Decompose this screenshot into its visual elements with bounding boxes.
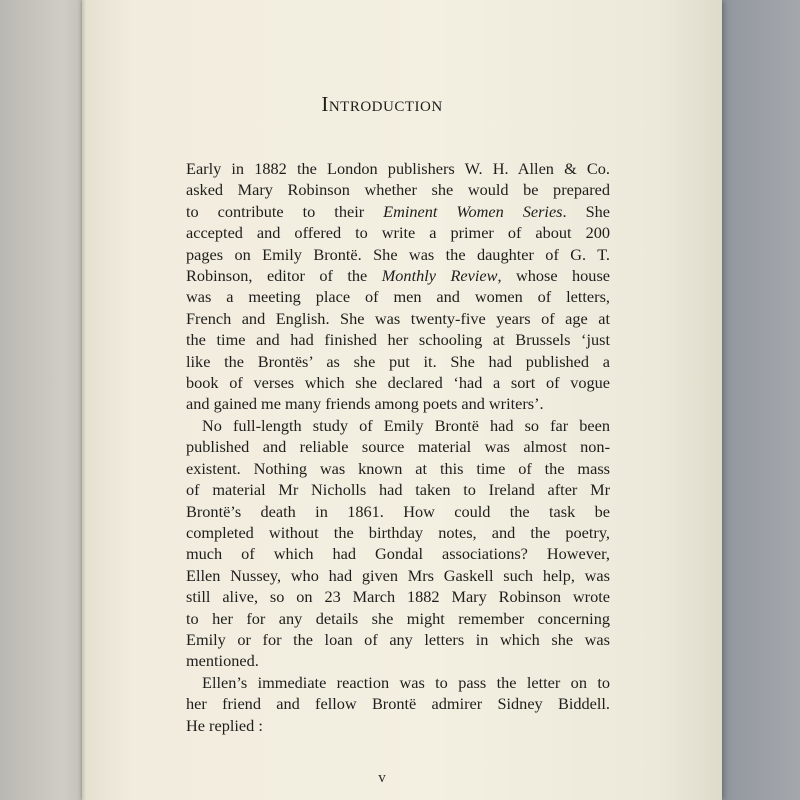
background-left	[0, 0, 90, 800]
text-line: of material Mr Nicholls had taken to Ireland after Mr	[186, 480, 610, 500]
text-line: accepted and offered to write a primer of about 200	[186, 223, 610, 243]
page-number: v	[378, 770, 386, 786]
text-line: French and English. She was twenty-five years of age at	[186, 308, 610, 328]
text-line: published and reliable source material was almost non-	[186, 437, 610, 457]
page-gutter-shadow	[82, 0, 86, 800]
text-line: Ellen Nussey, who had given Mrs Gaskell such help, was	[186, 565, 610, 585]
paragraph	[186, 158, 610, 415]
text-line: like the Brontës’ as she put it. She had published a	[186, 351, 610, 371]
text-line: and gained me many friends among poets and writers’.	[186, 394, 544, 414]
text-line: mentioned.	[186, 651, 259, 671]
text-line: No full-length study of Emily Brontë had so far been	[202, 415, 610, 435]
text-line: was a meeting place of men and women of letters,	[186, 287, 610, 307]
italic-title: Monthly Review	[381, 266, 498, 286]
text-line: asked Mary Robinson whether she would be prepared	[186, 180, 610, 200]
text-line: He replied :	[186, 715, 263, 735]
text-line: pages on Emily Brontë. She was the daughter of G. T.	[186, 244, 610, 264]
text-line: to her for any details she might remember concerning	[186, 608, 610, 628]
text-line: completed without the birthday notes, and the poetry,	[186, 522, 610, 542]
text-line: Brontë’s death in 1861. How could the task be	[186, 501, 610, 521]
text-line: Ellen’s immediate reaction was to pass the letter on to	[202, 672, 610, 692]
text-line: book of verses which she declared ‘had a sort of vogue	[186, 373, 610, 393]
text-line: Early in 1882 the London publishers W. H. Allen & Co.	[186, 159, 610, 178]
page-title: Introduction	[321, 92, 443, 116]
book-page	[82, 0, 722, 800]
body-text	[186, 158, 610, 736]
paragraph	[186, 672, 610, 736]
text-line: her friend and fellow Brontë admirer Sidney Biddell.	[186, 694, 610, 714]
paragraph	[186, 415, 610, 672]
text-line: to contribute to their Eminent Women Series. She	[186, 201, 610, 221]
text-line: much of which had Gondal associations? However,	[186, 544, 610, 564]
text-line: Robinson, editor of the Monthly Review, whose house	[186, 266, 611, 286]
text-line: still alive, so on 23 March 1882 Mary Robinson wrote	[186, 587, 610, 607]
italic-title: Eminent Women Series	[383, 201, 563, 221]
text-line: the time and had finished her schooling at Brussels ‘just	[186, 330, 610, 350]
text-line: existent. Nothing was known at this time of the mass	[186, 458, 610, 478]
text-line: Emily or for the loan of any letters in which she was	[186, 629, 610, 649]
